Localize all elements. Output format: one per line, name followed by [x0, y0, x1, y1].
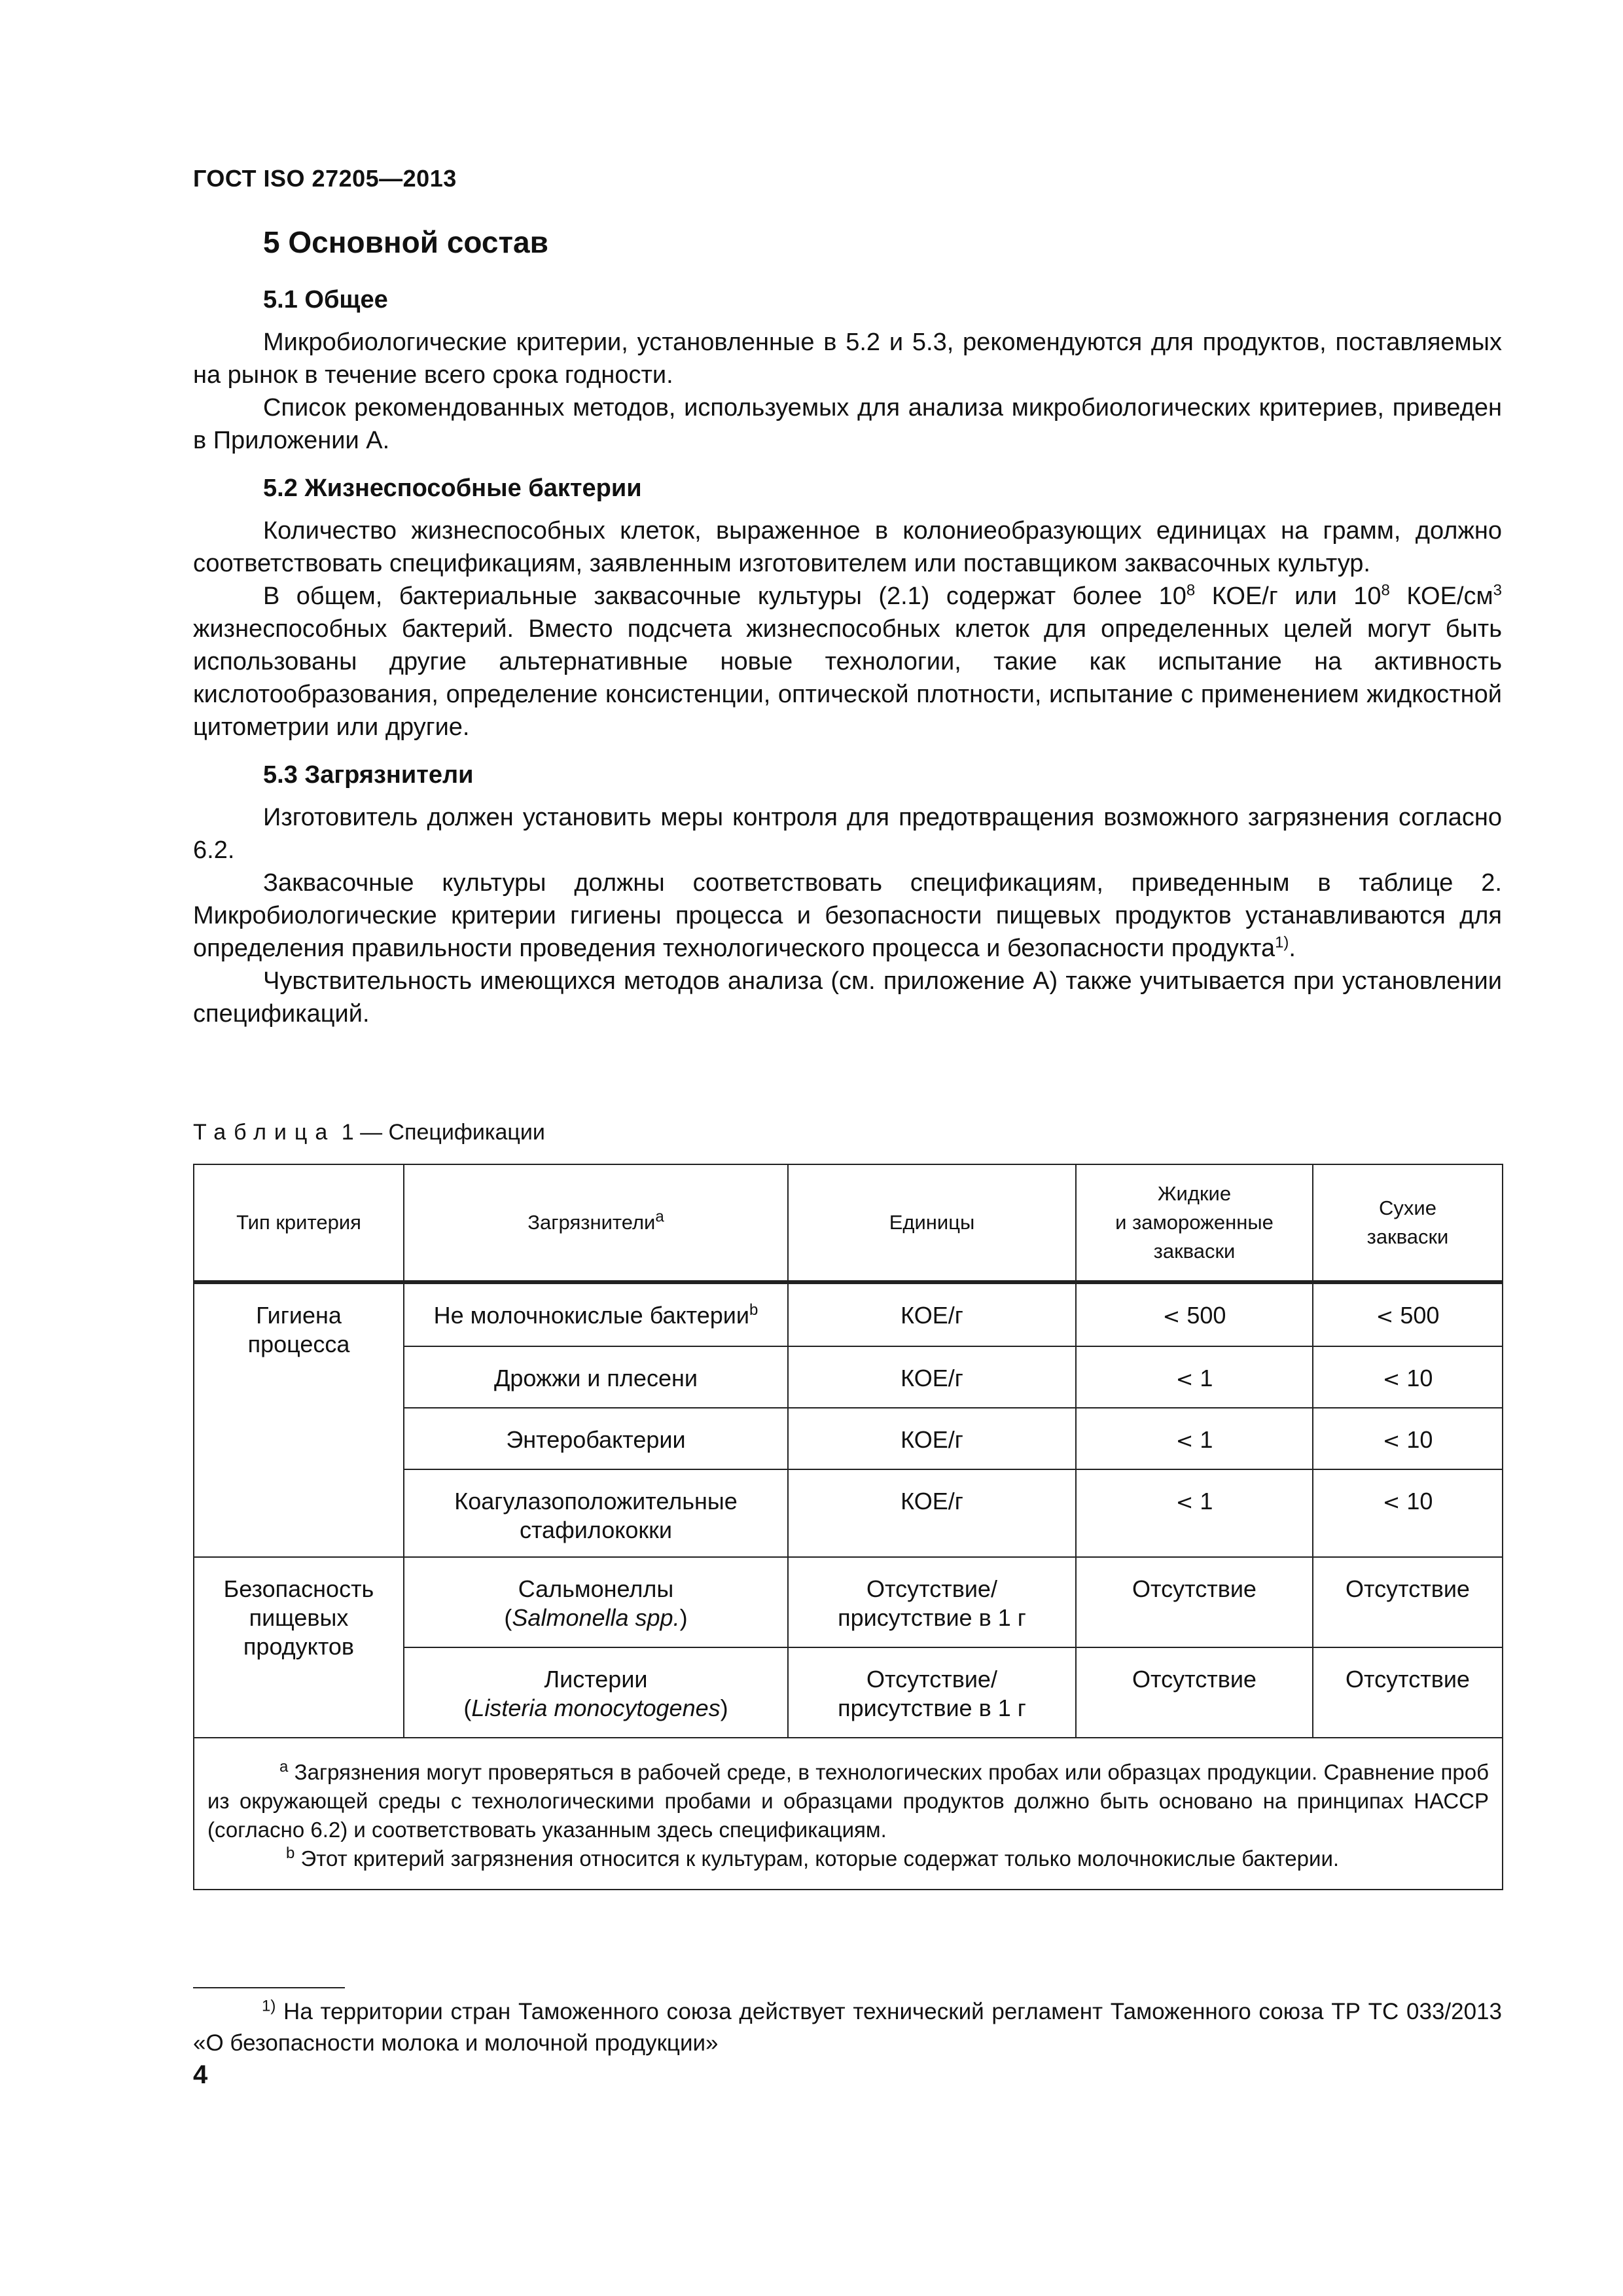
cell-liquid-value — [1076, 1408, 1313, 1469]
group-line: Безопасность — [223, 1575, 374, 1602]
cell-dry-value — [1313, 1346, 1503, 1408]
note-text: Загрязнения могут проверяться в рабочей среде, в технологических пробах или образцах продукции. Сравнение проб из окружающей среды с технологическими пробами и образцами продуктов должно быть основано на принципах НАССР (согласно 6.2) и соответствовать указанным здесь спецификациям. — [207, 1760, 1489, 1842]
note-text: Этот критерий загрязнения относится к культурам, которые содержат только молочнокислые бактерии. — [294, 1846, 1340, 1871]
cell-unit: КОЕ/г — [788, 1282, 1076, 1346]
header-units: Единицы — [788, 1164, 1076, 1282]
cell-contaminant — [404, 1469, 788, 1557]
superscript: 3 — [1493, 581, 1502, 600]
cell-text: 500 — [1393, 1302, 1440, 1329]
cell-line: стафилококки — [519, 1516, 673, 1543]
footnote-mark: 1) — [262, 1997, 276, 2015]
cell-dry-value — [1313, 1408, 1503, 1469]
main-text — [193, 216, 1502, 1030]
group-line: Гигиена — [256, 1302, 342, 1329]
specifications-table — [193, 1164, 1503, 1890]
cell-text: 10 — [1400, 1426, 1433, 1453]
cell-unit: КОЕ/г — [788, 1408, 1076, 1469]
cell-text: ( — [463, 1695, 472, 1721]
cell-text: Не молочнокислые бактерии — [433, 1302, 750, 1329]
cell-dry-value — [1313, 1282, 1503, 1346]
cell-line: Коагулазоположительные — [454, 1488, 738, 1515]
paragraph: Чувствительность имеющихся методов анализа (см. приложение А) также учитывается при установлении спецификаций. — [193, 967, 1502, 1028]
cell-unit — [788, 1647, 1076, 1738]
superscript: 8 — [1186, 581, 1196, 600]
cell-contaminant — [404, 1282, 788, 1346]
header-liquid-frozen-starters — [1076, 1164, 1313, 1282]
cell-text: 1 — [1193, 1365, 1213, 1391]
text-run: жизнеспособных бактерий. Вместо подсчета жизнеспособных клеток для определенных целей могут быть использованы другие альтернативные новые технологии, такие как испытание на активность кислотообразования, определение консистенции, оптической плотности, испытание с применением жидкостной цитометрии или другие. — [193, 615, 1502, 741]
header-criterion-type: Тип критерия — [194, 1164, 404, 1282]
table-note-reference: b — [749, 1301, 758, 1319]
cell-text: ( — [504, 1604, 512, 1631]
cell-liquid-value — [1076, 1282, 1313, 1346]
group-line: процесса — [247, 1331, 350, 1357]
table-note-reference: a — [655, 1208, 664, 1226]
text-run: В общем, бактериальные заквасочные культуры (2.1) содержат более 10 — [263, 583, 1186, 610]
paragraph: Микробиологические критерии, установленные в 5.2 и 5.3, рекомендуются для продуктов, поставляемых на рынок в течение всего срока годности. — [193, 329, 1502, 389]
superscript: 8 — [1381, 581, 1390, 600]
footnote-reference[interactable]: 1) — [1275, 933, 1289, 952]
table-caption-word: Таблица — [193, 1120, 336, 1145]
cell-liquid-value — [1076, 1346, 1313, 1408]
group-process-hygiene — [194, 1282, 404, 1557]
paragraph — [193, 867, 1502, 965]
cell-liquid-value — [1076, 1469, 1313, 1557]
cell-line: Отсутствие/ — [866, 1575, 997, 1602]
cell-line: присутствие в 1 г — [838, 1604, 1026, 1631]
cell-contaminant — [404, 1647, 788, 1738]
less-than-sign: < — [1376, 1304, 1394, 1329]
cell-text: 10 — [1400, 1365, 1433, 1391]
less-than-sign: < — [1162, 1304, 1181, 1329]
table-caption-title: 1 — Спецификации — [335, 1120, 545, 1145]
group-line: продуктов — [243, 1633, 355, 1660]
table-notes — [194, 1738, 1503, 1890]
text-run: . — [1289, 935, 1296, 962]
cell-liquid-value: Отсутствие — [1076, 1557, 1313, 1647]
cell-contaminant — [404, 1557, 788, 1647]
paragraph: Список рекомендованных методов, используемых для анализа микробиологических критериев, приведен в Приложении А. — [193, 394, 1502, 454]
cell-unit — [788, 1557, 1076, 1647]
header-line: Сухие — [1379, 1196, 1436, 1219]
less-than-sign: < — [1382, 1367, 1400, 1391]
cell-line: Сальмонеллы — [518, 1575, 674, 1602]
subsection-title-5-2: 5.2 Жизнеспособные бактерии — [263, 475, 642, 502]
cell-text: ) — [679, 1604, 688, 1631]
group-food-safety — [194, 1557, 404, 1738]
cell-unit: КОЕ/г — [788, 1346, 1076, 1408]
paragraph: Количество жизнеспособных клеток, выраженное в колониеобразующих единицах на грамм, должно соответствовать спецификациям, заявленным изготовителем или поставщиком заквасочных культур. — [193, 517, 1502, 577]
text-run: КОЕ/г или 10 — [1195, 583, 1382, 610]
paragraph — [193, 580, 1502, 744]
cell-text: 1 — [1193, 1426, 1213, 1453]
header-line: закваски — [1366, 1225, 1449, 1248]
paragraph: Изготовитель должен установить меры контроля для предотвращения возможного загрязнения согласно 6.2. — [193, 804, 1502, 864]
footnote-body: На территории стран Таможенного союза действует технический регламент Таможенного союза ТР ТС 033/2013 «О безопасности молока и молочной продукции» — [193, 1999, 1502, 2056]
less-than-sign: < — [1175, 1367, 1194, 1391]
footnote — [193, 1996, 1502, 2059]
cell-unit: КОЕ/г — [788, 1469, 1076, 1557]
cell-text: 500 — [1180, 1302, 1226, 1329]
cell-contaminant: Энтеробактерии — [404, 1408, 788, 1469]
cell-contaminant: Дрожжи и плесени — [404, 1346, 788, 1408]
cell-text: ) — [720, 1695, 728, 1721]
header-contaminants — [404, 1164, 788, 1282]
footnote-text — [193, 1996, 1502, 2059]
cell-text: 1 — [1193, 1488, 1213, 1515]
note-mark: b — [286, 1844, 295, 1862]
cell-line: Листерии — [544, 1666, 648, 1693]
less-than-sign: < — [1175, 1490, 1194, 1515]
table-note-a — [207, 1758, 1489, 1844]
header-dry-starters — [1313, 1164, 1503, 1282]
table-caption — [193, 1119, 545, 1145]
subsection-title-5-3: 5.3 Загрязнители — [263, 761, 474, 789]
less-than-sign: < — [1382, 1490, 1400, 1515]
table-notes-row — [194, 1738, 1503, 1890]
section-title: 5 Основной состав — [263, 225, 548, 259]
text-run: Заквасочные культуры должны соответствовать спецификациям, приведенным в таблице 2. Микробиологические критерии гигиены процесса и безопасности пищевых продуктов устанавливаются для определения правильности проведения технологического процесса и безопасности продукта — [193, 869, 1502, 962]
less-than-sign: < — [1382, 1428, 1400, 1453]
table-note-b — [207, 1844, 1489, 1873]
cell-liquid-value: Отсутствие — [1076, 1647, 1313, 1738]
group-line: пищевых — [249, 1604, 349, 1631]
header-line: Жидкие — [1157, 1182, 1232, 1205]
less-than-sign: < — [1175, 1428, 1194, 1453]
latin-species-name: Salmonella spp. — [512, 1604, 680, 1631]
footnote-separator — [193, 1987, 345, 1988]
cell-dry-value: Отсутствие — [1313, 1557, 1503, 1647]
cell-text: 10 — [1400, 1488, 1433, 1515]
cell-dry-value — [1313, 1469, 1503, 1557]
header-line: и замороженные — [1115, 1211, 1274, 1234]
text-run: КОЕ/см — [1389, 583, 1493, 610]
table-row — [194, 1282, 1503, 1346]
latin-species-name: Listeria monocytogenes — [471, 1695, 721, 1721]
header-text: Загрязнители — [527, 1211, 656, 1234]
cell-dry-value: Отсутствие — [1313, 1647, 1503, 1738]
page-number: 4 — [193, 2060, 208, 2089]
subsection-title-5-1: 5.1 Общее — [263, 286, 388, 314]
table-header-row — [194, 1164, 1503, 1282]
note-mark: a — [279, 1758, 289, 1776]
cell-line: Отсутствие/ — [866, 1666, 997, 1693]
header-line: закваски — [1153, 1240, 1236, 1263]
cell-line: присутствие в 1 г — [838, 1695, 1026, 1721]
table-row — [194, 1557, 1503, 1647]
document-identifier: ГОСТ ISO 27205—2013 — [193, 165, 457, 192]
